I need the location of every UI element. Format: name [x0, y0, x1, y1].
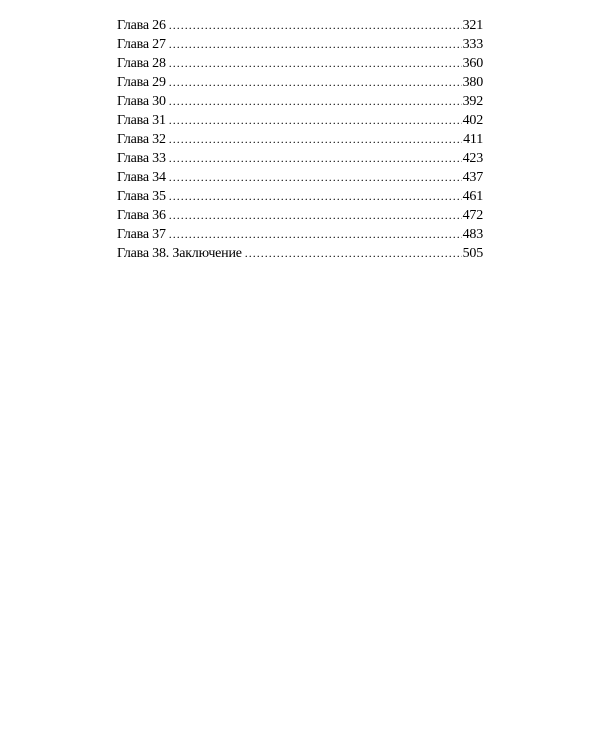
toc-entry-chapter-31[interactable] — [117, 111, 483, 130]
toc-entry-page-number: 360 — [462, 56, 483, 71]
toc-entry-page-number: 461 — [462, 189, 483, 204]
toc-entry-title: Глава 36 — [117, 208, 166, 223]
dot-leader — [169, 35, 462, 54]
toc-entry-page-number: 423 — [462, 151, 483, 166]
toc-entry-chapter-32[interactable] — [117, 130, 483, 149]
toc-entry-chapter-36[interactable] — [117, 206, 483, 225]
toc-entry-title: Глава 37 — [117, 227, 166, 242]
toc-entry-title: Глава 33 — [117, 151, 166, 166]
toc-entry-page-number: 505 — [462, 246, 483, 261]
toc-entry-chapter-29[interactable] — [117, 73, 483, 92]
toc-entry-page-number: 333 — [462, 37, 483, 52]
toc-entry-title: Глава 30 — [117, 94, 166, 109]
dot-leader — [169, 168, 462, 187]
toc-entry-chapter-35[interactable] — [117, 187, 483, 206]
toc-entry-chapter-37[interactable] — [117, 225, 483, 244]
toc-entry-chapter-27[interactable] — [117, 35, 483, 54]
dot-leader — [169, 149, 462, 168]
dot-leader — [169, 54, 462, 73]
dot-leader — [245, 244, 462, 263]
toc-entry-title: Глава 38. Заключение — [117, 246, 242, 261]
dot-leader — [169, 92, 462, 111]
toc-entry-page-number: 402 — [462, 113, 483, 128]
toc-entry-title: Глава 26 — [117, 18, 166, 33]
toc-entry-title: Глава 35 — [117, 189, 166, 204]
toc-entry-chapter-38[interactable] — [117, 244, 483, 263]
toc-entry-page-number: 472 — [462, 208, 483, 223]
toc-entry-page-number: 437 — [462, 170, 483, 185]
dot-leader — [169, 16, 462, 35]
table-of-contents — [117, 16, 483, 263]
toc-entry-page-number: 483 — [462, 227, 483, 242]
toc-entry-title: Глава 31 — [117, 113, 166, 128]
toc-entry-page-number: 411 — [463, 132, 483, 147]
toc-entry-title: Глава 32 — [117, 132, 166, 147]
dot-leader — [169, 206, 462, 225]
dot-leader — [169, 111, 462, 130]
toc-entry-page-number: 392 — [462, 94, 483, 109]
dot-leader — [169, 73, 462, 92]
toc-entry-chapter-34[interactable] — [117, 168, 483, 187]
toc-entry-title: Глава 29 — [117, 75, 166, 90]
toc-entry-chapter-28[interactable] — [117, 54, 483, 73]
toc-entry-title: Глава 28 — [117, 56, 166, 71]
toc-entry-page-number: 380 — [462, 75, 483, 90]
dot-leader — [169, 225, 462, 244]
toc-entry-title: Глава 34 — [117, 170, 166, 185]
toc-entry-page-number: 321 — [462, 18, 483, 33]
dot-leader — [169, 187, 462, 206]
toc-entry-title: Глава 27 — [117, 37, 166, 52]
toc-entry-chapter-26[interactable] — [117, 16, 483, 35]
toc-entry-chapter-33[interactable] — [117, 149, 483, 168]
toc-entry-chapter-30[interactable] — [117, 92, 483, 111]
dot-leader — [169, 130, 462, 149]
